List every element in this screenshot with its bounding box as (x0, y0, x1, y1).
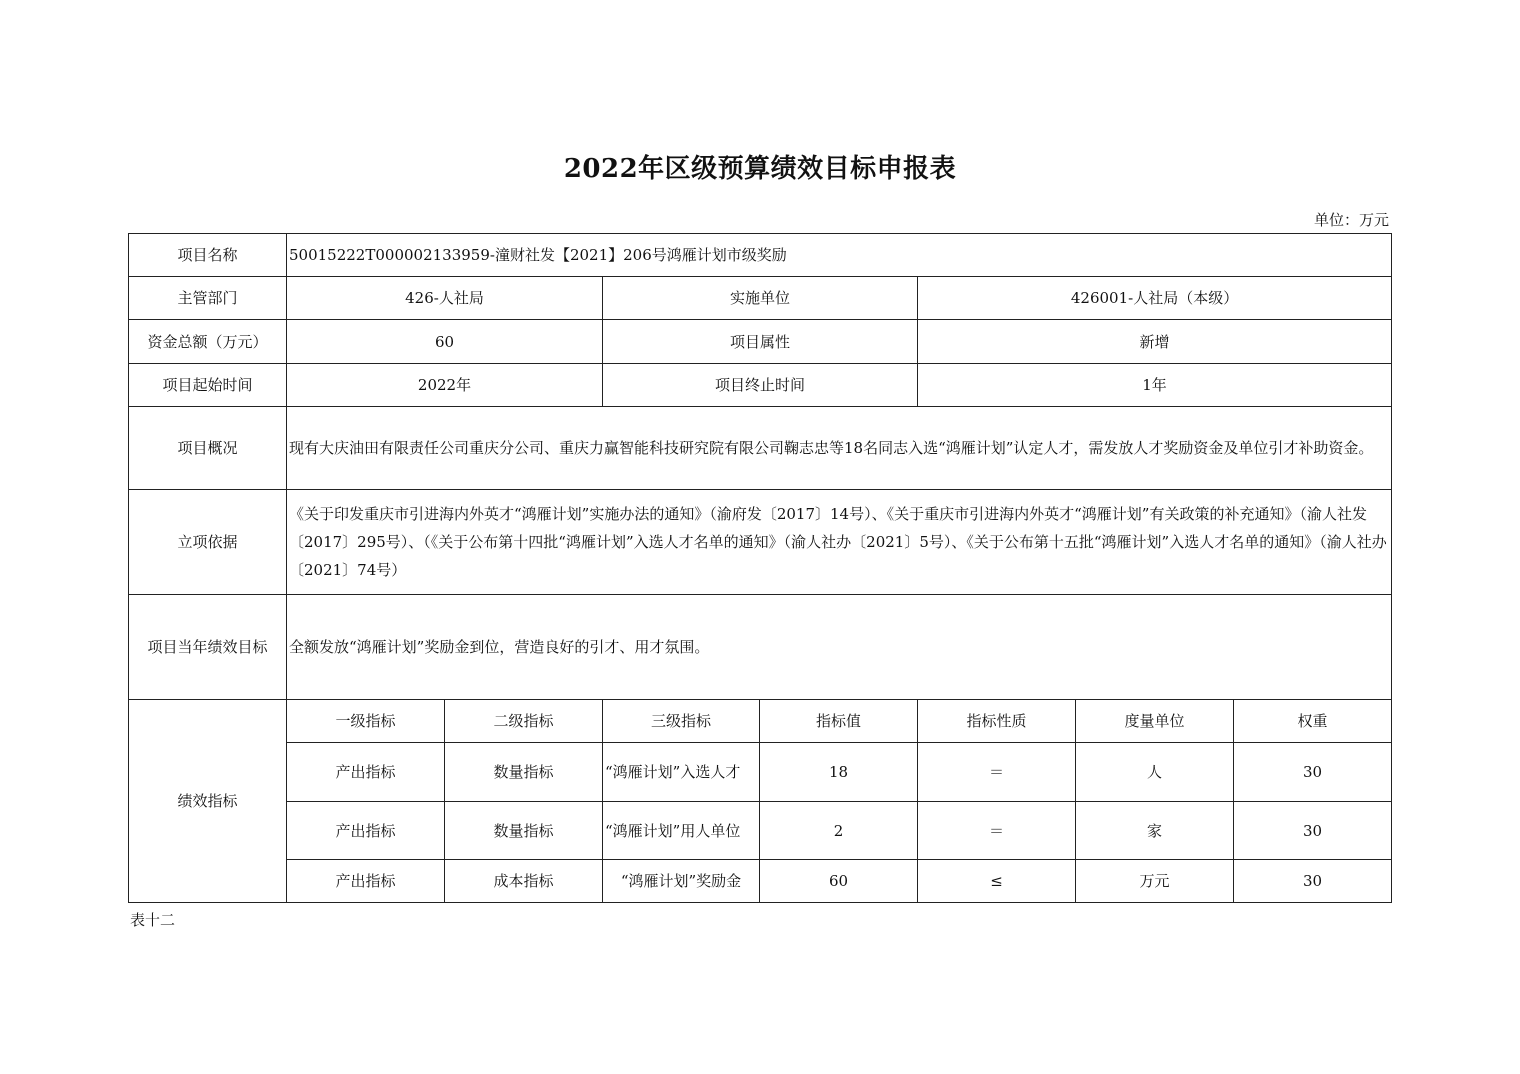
indicator-header: 二级指标 (445, 700, 603, 743)
unit-cell: 万元 (1076, 860, 1234, 903)
level2-cell: 数量指标 (445, 743, 603, 802)
dept-label: 主管部门 (129, 277, 287, 320)
page-title: 2022年区级预算绩效目标申报表 (563, 154, 957, 184)
start-value: 2022年 (287, 364, 603, 407)
impl-value: 426001-人社局（本级） (918, 277, 1392, 320)
indicator-header: 权重 (1234, 700, 1392, 743)
funds-value: 60 (287, 320, 603, 364)
budget-target-table (128, 233, 1392, 903)
basis-value: 《关于印发重庆市引进海内外英才“鸿雁计划”实施办法的通知》（渝府发〔2017〕14号）、《关于重庆市引进海内外英才“鸿雁计划”有关政策的补充通知》（渝人社发〔2017〕295号）、（《关于公布第十四批“鸿雁计划”入选人才名单的通知》（渝人社办〔2021〕5号）、《关于公布第十五批“鸿雁计划”入选人才名单的通知》（渝人社办〔2021〕74号） (287, 490, 1392, 595)
project-name-value: 50015222T000002133959-潼财社发【2021】206号鸿雁计划市级奖励 (287, 234, 1392, 277)
table-row (129, 743, 1392, 802)
funds-label: 资金总额（万元） (129, 320, 287, 364)
level1-cell: 产出指标 (287, 743, 445, 802)
unit-label: 单位：万元 (1313, 211, 1389, 229)
impl-label: 实施单位 (603, 277, 918, 320)
project-name-label: 项目名称 (129, 234, 287, 277)
goal-label: 项目当年绩效目标 (129, 595, 287, 700)
dept-value: 426-人社局 (287, 277, 603, 320)
overview-value: 现有大庆油田有限责任公司重庆分公司、重庆力赢智能科技研究院有限公司鞠志忠等18名同志入选“鸿雁计划”认定人才，需发放人才奖励资金及单位引才补助资金。 (287, 407, 1392, 490)
start-label: 项目起始时间 (129, 364, 287, 407)
value-cell: 60 (760, 860, 918, 903)
unit-cell: 人 (1076, 743, 1234, 802)
indicator-header: 一级指标 (287, 700, 445, 743)
goal-value: 全额发放“鸿雁计划”奖励金到位，营造良好的引才、用才氛围。 (287, 595, 1392, 700)
level1-cell: 产出指标 (287, 802, 445, 860)
level2-cell: 成本指标 (445, 860, 603, 903)
weight-cell: 30 (1234, 802, 1392, 860)
value-cell: 2 (760, 802, 918, 860)
level3-cell: “鸿雁计划”用人单位 (603, 802, 760, 860)
indicator-header: 三级指标 (603, 700, 760, 743)
weight-cell: 30 (1234, 743, 1392, 802)
level2-cell: 数量指标 (445, 802, 603, 860)
level3-cell: “鸿雁计划”入选人才 (603, 743, 760, 802)
nature-cell: ≤ (918, 860, 1076, 903)
end-label: 项目终止时间 (603, 364, 918, 407)
footnote: 表十二 (130, 911, 176, 929)
table-row (129, 860, 1392, 903)
basis-label: 立项依据 (129, 490, 287, 595)
indicator-header: 度量单位 (1076, 700, 1234, 743)
table-row (129, 802, 1392, 860)
end-value: 1年 (918, 364, 1392, 407)
unit-cell: 家 (1076, 802, 1234, 860)
level1-cell: 产出指标 (287, 860, 445, 903)
level3-cell: “鸿雁计划”奖励金 (603, 860, 760, 903)
attr-value: 新增 (918, 320, 1392, 364)
weight-cell: 30 (1234, 860, 1392, 903)
indicator-header: 指标值 (760, 700, 918, 743)
value-cell: 18 (760, 743, 918, 802)
nature-cell: ＝ (918, 802, 1076, 860)
attr-label: 项目属性 (603, 320, 918, 364)
nature-cell: ＝ (918, 743, 1076, 802)
overview-label: 项目概况 (129, 407, 287, 490)
indicator-header: 指标性质 (918, 700, 1076, 743)
perf-label: 绩效指标 (129, 700, 287, 903)
